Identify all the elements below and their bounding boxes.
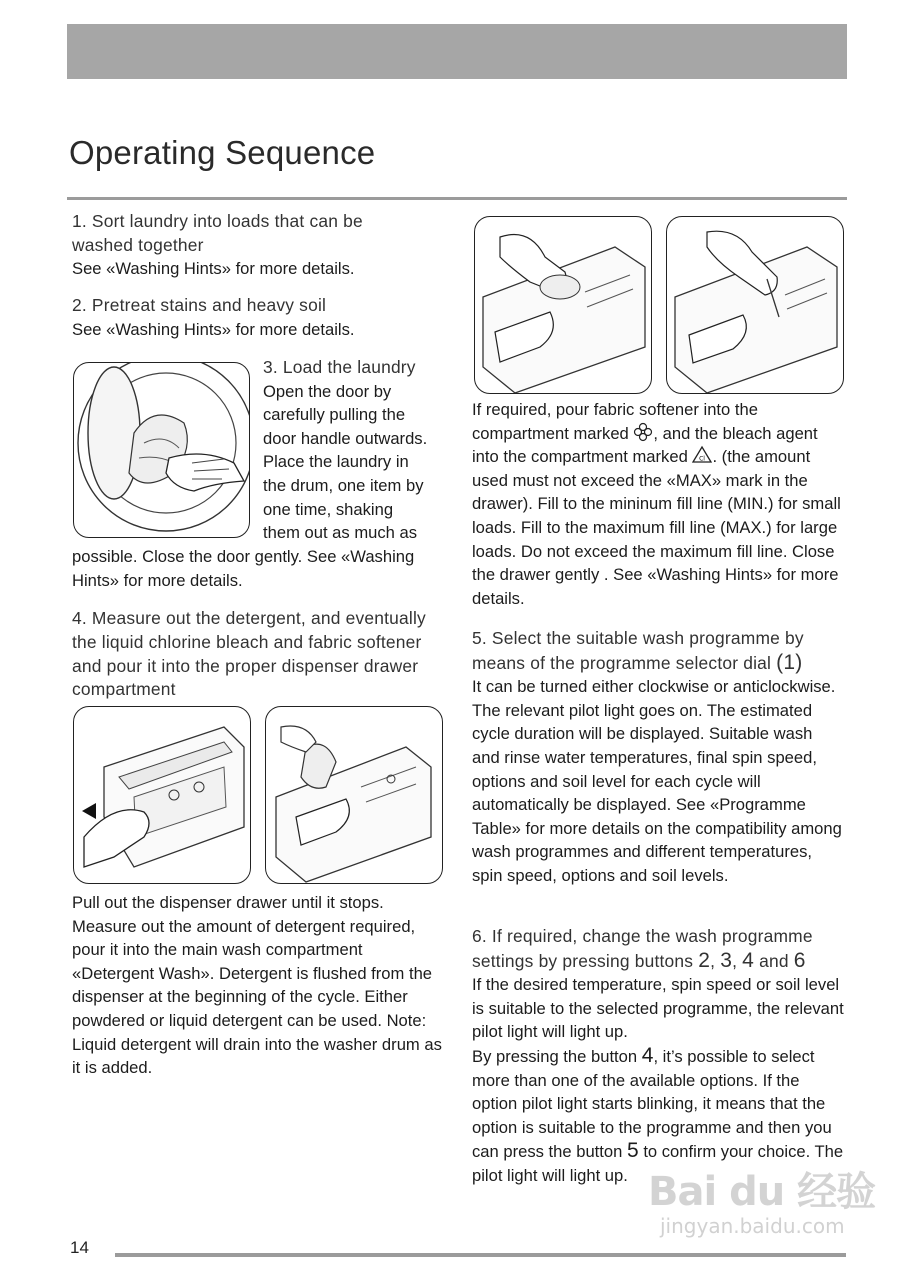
step3-line-1: Open the door by xyxy=(263,381,392,401)
step6 xyxy=(472,925,846,1188)
button-ref-2: 2 xyxy=(698,948,711,972)
step6-body1: If the desired temperature, spin speed or soil level is suitable to the selected programme, the relevant pilot light will light up. xyxy=(472,975,844,1042)
step1-title-a: 1. Sort laundry into loads that can be xyxy=(72,211,363,231)
button-ref-4b: 4 xyxy=(641,1043,654,1067)
step1-body: See «Washing Hints» for more details. xyxy=(72,259,355,279)
step3-tail xyxy=(72,545,444,592)
step4-body: Pull out the dispenser drawer until it stops. Measure out the amount of detergent required, pour it into the main wash compartment «Detergent Wash». Detergent is flushed from the dispenser at the beginning of the cycle. Either powdered or liquid detergent can be used. Note: Liquid detergent will drain into the washer drum as it is added. xyxy=(72,893,442,1078)
step2 xyxy=(72,294,442,341)
step6-body2-b: , it’s possible to select more than one of the available options. If the option pilot light starts blinking, it means that the option is suitable to the programme and then you can press the button xyxy=(472,1046,832,1162)
page-title: Operating Sequence xyxy=(69,134,376,171)
dispenser-drawer-icon xyxy=(74,707,250,883)
step6-title xyxy=(472,925,846,973)
selector-dial-ref: (1) xyxy=(776,650,803,674)
softener-paragraph xyxy=(472,398,844,610)
step5 xyxy=(472,627,844,888)
detergent-pour-illustration xyxy=(265,706,443,884)
step6-title-text: 6. If required, change the wash programme settings by pressing buttons xyxy=(472,926,813,971)
step3-line-5: the drum, one item by xyxy=(263,475,424,495)
load-laundry-illustration xyxy=(73,362,250,538)
step3-tail-text: possible. Close the door gently. See «Washing Hints» for more details. xyxy=(72,547,415,590)
step1-title-b: washed together xyxy=(72,234,204,255)
step3-line-0: 3. Load the laundry xyxy=(263,357,416,377)
softener-pour-illustration xyxy=(474,216,652,394)
bleach-pour-illustration xyxy=(666,216,844,394)
step2-body: See «Washing Hints» for more details. xyxy=(72,319,355,339)
drawer-pull-illustration xyxy=(73,706,251,884)
step3-line-6: one time, shaking xyxy=(263,499,394,519)
step4-title: 4. Measure out the detergent, and eventually the liquid chlorine bleach and fabric softener and pour it into the proper dispenser drawer compartment xyxy=(72,608,426,700)
button-ref-6: 6 xyxy=(793,948,806,972)
bleach-triangle-icon xyxy=(692,445,712,465)
button-ref-5: 5 xyxy=(627,1139,639,1163)
step3-line-4: Place the laundry in xyxy=(263,452,409,472)
measuring-cup-icon xyxy=(266,707,442,883)
softener-bottle-icon xyxy=(475,217,651,393)
washer-drum-icon xyxy=(74,363,249,537)
watermark-url: jingyan.baidu.com xyxy=(660,1214,845,1238)
header-bar xyxy=(67,24,847,79)
baidu-logo-watermark: Bai du 经验 xyxy=(648,1169,876,1215)
svg-text:Cl: Cl xyxy=(699,455,706,463)
footer-divider xyxy=(115,1253,846,1257)
step6-body2-c: to confirm your choice. The pilot light will light up. xyxy=(472,1142,844,1185)
step5-title-text: 5. Select the suitable wash programme by means of the programme selector dial xyxy=(472,628,804,673)
softener-text-b: , and the bleach agent into the compartment marked xyxy=(472,423,818,467)
page-number: 14 xyxy=(70,1238,89,1257)
bleach-bottle-icon xyxy=(667,217,843,393)
softener-text xyxy=(472,398,844,610)
step3-line-7: them out as much as xyxy=(263,523,418,543)
step5-body: It can be turned either clockwise or anticlockwise. The relevant pilot light goes on. The estimated cycle duration will be displayed. Suitable wash and rinse water temperatures, final spin speed, options and soil level for each cycle will automatically be displayed. See «Programme Table» for more details on the compatibility among wash programmes and different temperatures, spin speed, options and soil levels. xyxy=(472,677,842,885)
step3 xyxy=(263,356,448,545)
title-divider xyxy=(67,197,847,200)
softener-text-c: . (the amount used must not exceed the «MAX» mark in the drawer). Fill to the mininum fill line (MIN.) for small loads. Fill to the maximum fill line (MAX.) for large loads. Do not exceed the maximum fill line. Close the drawer gently . See «Washing Hints» for more details. xyxy=(472,447,841,608)
step2-title: 2. Pretreat stains and heavy soil xyxy=(72,295,327,315)
button-ref-3: 3 xyxy=(720,948,733,972)
step6-sep1: , xyxy=(710,950,721,971)
button-ref-4: 4 xyxy=(742,948,755,972)
step6-body2-a: By pressing the button xyxy=(472,1046,638,1066)
step1 xyxy=(72,210,442,281)
step6-sep2: , xyxy=(732,950,743,971)
flower-icon xyxy=(633,422,653,442)
step6-and: and xyxy=(754,950,794,971)
step3-line-2: carefully pulling the xyxy=(263,405,406,425)
softener-text-a: If required, pour fabric softener into the compartment marked xyxy=(472,400,758,443)
step3-line-3: door handle outwards. xyxy=(263,428,428,448)
step5-title xyxy=(472,627,844,675)
